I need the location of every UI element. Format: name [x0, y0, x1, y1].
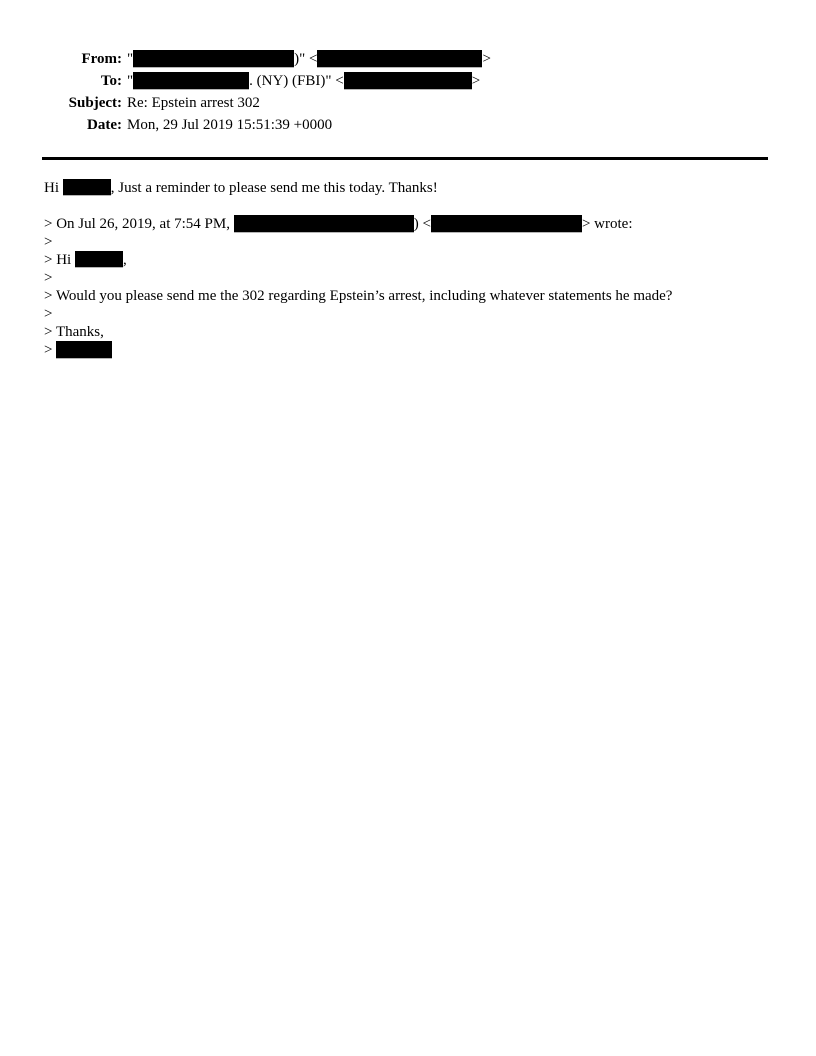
quote-signature-line: [44, 341, 768, 359]
to-open-quote: ": [127, 73, 134, 89]
email-body: [44, 179, 768, 359]
subject-value: Re: Epstein arrest 302: [127, 95, 260, 111]
redaction-bar: [344, 72, 472, 89]
quote-greeting-line: [44, 251, 768, 269]
header-row-subject: [44, 92, 768, 114]
redaction-bar: [63, 179, 111, 195]
reminder-line: [44, 179, 768, 197]
quote-greeting-suffix: ,: [122, 252, 127, 268]
date-value: Mon, 29 Jul 2019 15:51:39 +0000: [127, 117, 333, 133]
date-label: Date:: [87, 117, 122, 133]
to-suffix-text: >: [471, 73, 481, 89]
header-row-from: [44, 48, 768, 70]
from-label: From:: [81, 51, 122, 67]
from-open-quote: ": [127, 51, 134, 67]
quote-greeting-prefix: > Hi: [44, 252, 75, 268]
redaction-bar: [431, 215, 582, 232]
quote-blank-line: [44, 305, 768, 323]
header-divider: [42, 157, 768, 160]
header-row-to: [44, 70, 768, 92]
redaction-bar: [234, 215, 414, 232]
subject-label: Subject:: [68, 95, 122, 111]
quote-marker: >: [44, 306, 53, 322]
from-middle-text: )" <: [294, 51, 318, 67]
from-suffix-text: >: [482, 51, 491, 67]
quote-attribution-line: [44, 215, 768, 233]
quote-thanks-line: > Thanks,: [44, 324, 104, 340]
quote-signature-prefix: >: [44, 342, 57, 358]
quote-blank-line: [44, 233, 768, 251]
redaction-bar: [56, 341, 112, 358]
to-middle-text: . (NY) (FBI)" <: [249, 73, 344, 89]
redaction-bar: [133, 72, 249, 89]
attribution-middle: ) <: [413, 216, 431, 232]
redaction-bar: [75, 251, 123, 267]
header-row-date: [44, 114, 768, 136]
redaction-bar: [133, 50, 294, 67]
quote-marker: >: [44, 234, 53, 250]
redaction-bar: [317, 50, 482, 67]
attribution-suffix: > wrote:: [581, 216, 633, 232]
to-value: [127, 70, 480, 92]
quote-marker: >: [44, 270, 53, 286]
from-value: [127, 48, 491, 70]
attribution-prefix: > On Jul 26, 2019, at 7:54 PM,: [44, 216, 234, 232]
email-header: [44, 48, 768, 136]
quote-request-line: > Would you please send me the 302 regarding Epstein’s arrest, including whatever statements he made?: [44, 288, 673, 304]
blank-line: [44, 197, 768, 215]
quote-blank-line: [44, 269, 768, 287]
to-label: To:: [100, 73, 122, 89]
reminder-prefix: Hi: [44, 180, 63, 196]
reminder-suffix: , Just a reminder to please send me this today. Thanks!: [110, 180, 438, 196]
